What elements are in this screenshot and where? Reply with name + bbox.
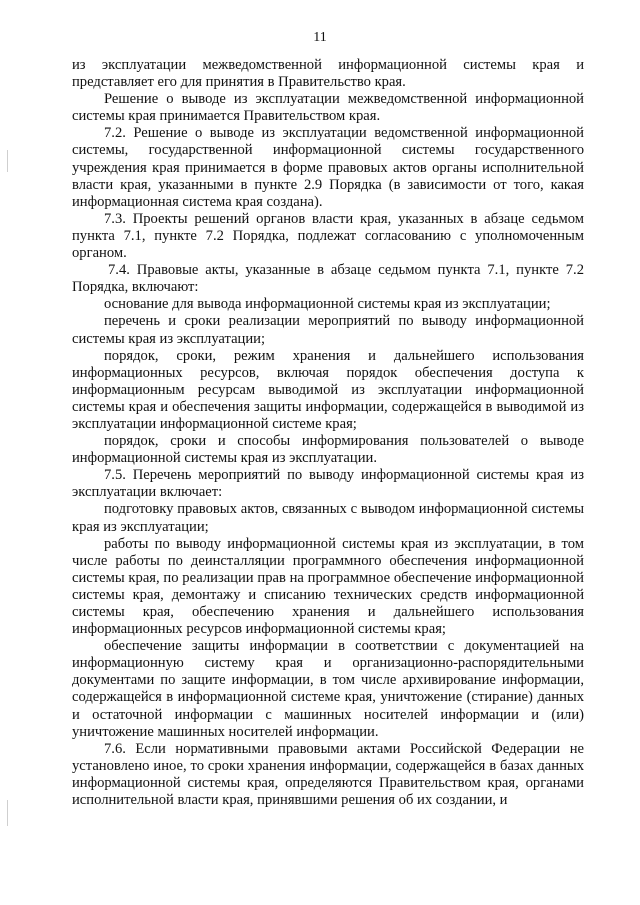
paragraph-7-6: 7.6. Если нормативными правовыми актами Российской Федерации не установлено иное, то сроки хранения информации, содержащейся в базах данных информационной системы края, определяются Правительством края, органами исполнительной власти края, принявшими решения об их создании, и	[72, 740, 584, 809]
list-item-information-protection: обеспечение защиты информации в соответствии с документацией на информационную систему края и организационно-распорядительными документами по защите информации, в том числе архивирование информации, содержащейся в информационной системе края, уничтожение (стирание) данных и остаточной информации с машинных носителей информации и (или) уничтожение машинных носителей информации.	[72, 638, 584, 740]
paragraph-continuation: из эксплуатации межведомственной информационной системы края и представляет его для принятия в Правительство края.	[72, 57, 584, 91]
paragraph-7-2: 7.2. Решение о выводе из эксплуатации ведомственной информационной системы, государственной информационной системы государственного учреждения края принимается в форме правовых актов органы исполнительной власти края, указанными в пункте 2.9 Порядка (в зависимости от того, какая информационная система края создана).	[72, 125, 584, 210]
paragraph-decision-interdepartmental: Решение о выводе из эксплуатации межведомственной информационной системы края принимается Правительством края.	[72, 91, 584, 125]
document-body	[72, 57, 584, 809]
list-item-legal-acts: подготовку правовых актов, связанных с выводом информационной системы края из эксплуатации;	[72, 501, 584, 535]
page-number: 11	[313, 30, 327, 45]
list-item-measures: перечень и сроки реализации мероприятий по выводу информационной системы края из эксплуатации;	[72, 313, 584, 347]
paragraph-7-3: 7.3. Проекты решений органов власти края, указанных в абзаце седьмом пункта 7.1, пункте 7.2 Порядка, подлежат согласованию с уполномоченным органом.	[72, 210, 584, 262]
paragraph-7-4: 7.4. Правовые акты, указанные в абзаце седьмом пункта 7.1, пункте 7.2 Порядка, включают:	[72, 262, 584, 296]
list-item-storage-procedure: порядок, сроки, режим хранения и дальнейшего использования информационных ресурсов, включая порядок обеспечения доступа к информационным ресурсам выводимой из эксплуатации информационной системы края и обеспечения защиты информации, содержащейся в выводимой из эксплуатации информационной системе края;	[72, 347, 584, 432]
scan-edge-mark-top	[7, 150, 8, 172]
scan-edge-mark-bottom	[7, 800, 8, 826]
list-item-decommission-works: работы по выводу информационной системы края из эксплуатации, в том числе работы по деинсталляции программного обеспечения информационной системы края, по реализации прав на программное обеспечение информационной системы края, демонтажу и списанию технических средств информационной системы края, обеспечению хранения и дальнейшего использования информационных ресурсов информационной системы края;	[72, 535, 584, 638]
list-item-basis: основание для вывода информационной системы края из эксплуатации;	[104, 296, 551, 313]
paragraph-7-5: 7.5. Перечень мероприятий по выводу информационной системы края из эксплуатации включает:	[72, 467, 584, 501]
list-item-user-notification: порядок, сроки и способы информирования пользователей о выводе информационной системы края из эксплуатации.	[72, 433, 584, 467]
